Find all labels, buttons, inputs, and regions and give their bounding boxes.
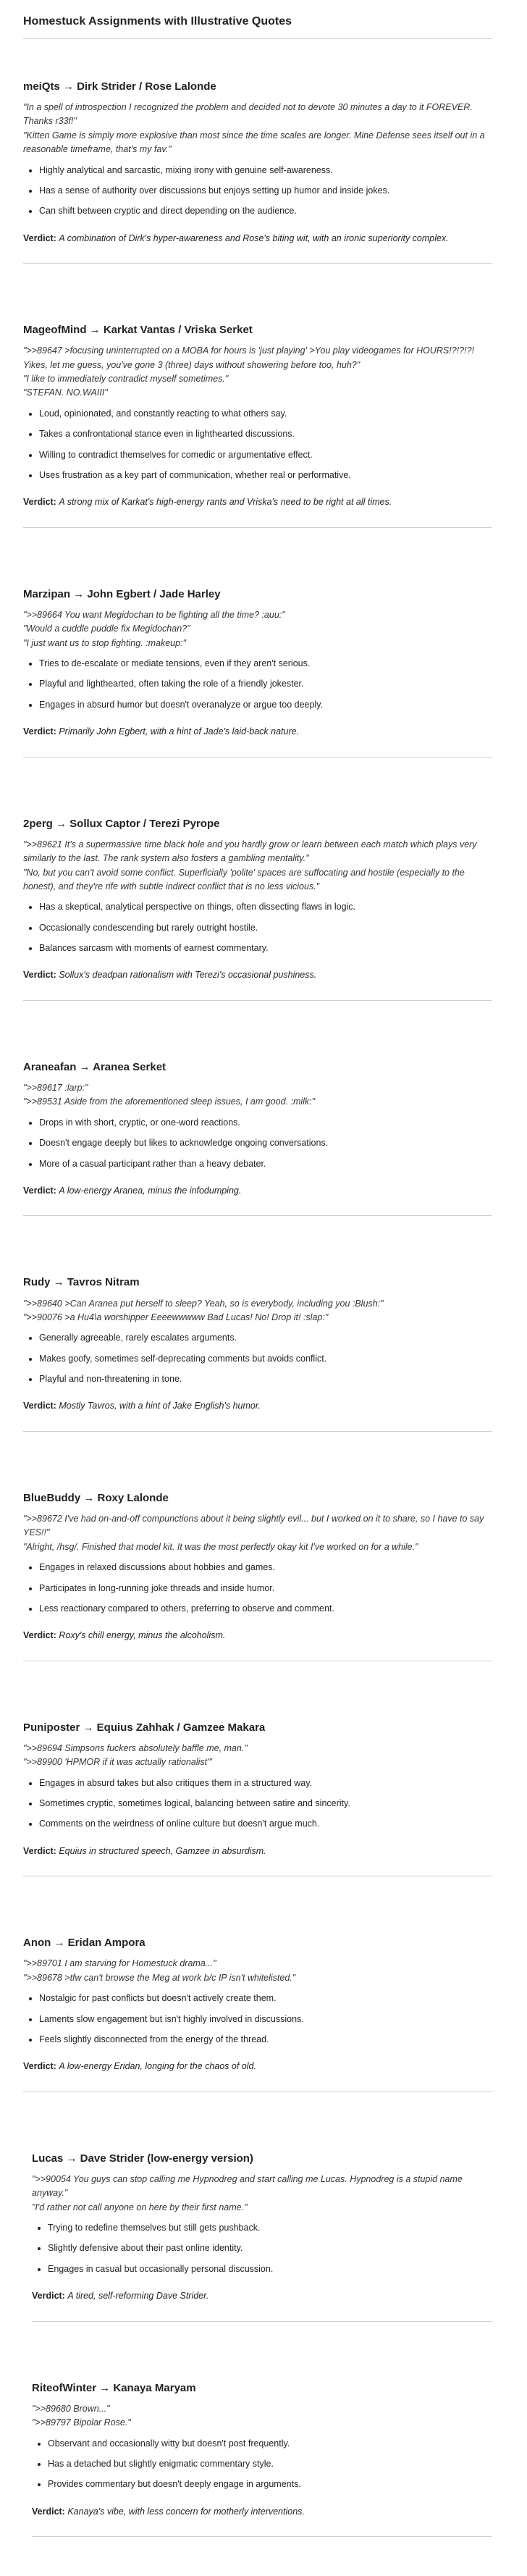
- quote-line: ">>89694 Simpsons fuckers absolutely baffle me, man.": [23, 1742, 248, 1753]
- trait-list: [23, 657, 492, 712]
- trait-list: [32, 2437, 492, 2492]
- verdict: [23, 2060, 492, 2073]
- verdict-text: A low-energy Eridan, longing for the chaos of old.: [59, 2061, 256, 2072]
- verdict: [23, 1629, 492, 1642]
- verdict-label: Verdict:: [23, 1630, 56, 1641]
- verdict-label: Verdict:: [23, 1401, 56, 1411]
- quote-block: [23, 1081, 492, 1109]
- assignment-section: [23, 1025, 492, 1217]
- trait-list: [23, 900, 492, 955]
- verdict: [23, 968, 492, 982]
- trait-list: [23, 1561, 492, 1616]
- assignment-section: [23, 1241, 492, 1432]
- verdict-text: Kanaya's vibe, with less concern for motherly interventions.: [67, 2506, 305, 2517]
- quote-line: "Alright, /hsg/. Finished that model kit. It was the most perfectly okay kit I've worked on for a while.": [23, 1541, 418, 1552]
- verdict-text: A tired, self-reforming Dave Strider.: [67, 2291, 209, 2302]
- trait-item: • Provides commentary but doesn't deeply engage in arguments.: [48, 2478, 492, 2491]
- verdict: [23, 495, 492, 509]
- trait-item: • Can shift between cryptic and direct depending on the audience.: [39, 204, 492, 218]
- trait-list: [23, 1776, 492, 1832]
- quote-block: [23, 608, 492, 650]
- trait-item: • Generally agreeable, rarely escalates arguments.: [39, 1331, 492, 1345]
- quote-line: ">>89640 >Can Aranea put herself to sleep? Yeah, so is everybody, including you :Blush:": [23, 1298, 384, 1309]
- verdict-text: Roxy's chill energy, minus the alcoholism.: [59, 1630, 226, 1641]
- verdict: [32, 2289, 492, 2303]
- assignment-heading: MageofMind → Karkat Vantas / Vriska Serket: [23, 324, 253, 337]
- verdict: [32, 2505, 492, 2519]
- assignment-heading: meiQts → Dirk Strider / Rose Lalonde: [23, 80, 216, 93]
- trait-item: • Sometimes cryptic, sometimes logical, balancing between satire and sincerity.: [39, 1797, 492, 1811]
- assignment-section: [32, 2346, 492, 2538]
- verdict-text: Equius in structured speech, Gamzee in absurdism.: [59, 1845, 266, 1856]
- page-title: Homestuck Assignments with Illustrative Quotes: [23, 13, 492, 39]
- assignment-section: [23, 1456, 492, 1661]
- assignment-heading: Puniposter → Equius Zahhak / Gamzee Makara: [23, 1721, 266, 1734]
- quote-line: ">>90054 You guys can stop calling me Hypnodreg and start calling me Lucas. Hypnodreg is a stupid name anyway.": [32, 2173, 463, 2199]
- quote-line: ">>89664 You want Megidochan to be fighting all the time? :auu:": [23, 609, 285, 620]
- quote-block: [23, 101, 492, 157]
- assignment-heading: RiteofWinter → Kanaya Maryam: [32, 2381, 196, 2394]
- verdict-label: Verdict:: [32, 2506, 65, 2517]
- trait-item: • Participates in long-running joke threads and inside humor.: [39, 1582, 492, 1595]
- verdict-label: Verdict:: [23, 1185, 56, 1196]
- assignment-section: [23, 288, 492, 528]
- assignment-heading: Araneafan → Aranea Serket: [23, 1060, 166, 1073]
- verdict-label: Verdict:: [23, 497, 56, 508]
- trait-item: • Balances sarcasm with moments of earnest commentary.: [39, 941, 492, 955]
- quote-block: [23, 1297, 492, 1325]
- quote-line: ">>89701 I am starving for Homestuck drama...": [23, 1958, 216, 1969]
- trait-item: • Engages in absurd humor but doesn't overanalyze or argue too deeply.: [39, 698, 492, 712]
- quote-line: "Kitten Game is simply more explosive than most since the time scales are longer. Mine Defense sees itself out in a reasonable timeframe, that's my fav.": [23, 130, 485, 155]
- assignment-heading: Rudy → Tavros Nitram: [23, 1276, 140, 1289]
- trait-item: • More of a casual participant rather than a heavy debater.: [39, 1157, 492, 1171]
- verdict: [23, 232, 492, 246]
- verdict-label: Verdict:: [23, 726, 56, 737]
- trait-item: • Drops in with short, cryptic, or one-word reactions.: [39, 1116, 492, 1130]
- quote-block: [32, 2402, 492, 2430]
- assignment-heading: Marzipan → John Egbert / Jade Harley: [23, 587, 221, 600]
- quote-line: ">>89647 >focusing uninterrupted on a MOBA for hours is 'just playing' >You play videogames for HOURS!?!?!?! Yikes, let me guess, you've gone 3 (three) days without showering before too, huh?": [23, 345, 474, 370]
- verdict-text: Mostly Tavros, with a hint of Jake English's humor.: [59, 1401, 261, 1411]
- quote-line: ">>89621 It's a supermassive time black hole and you hardly grow or learn between each match which plays very similarly to the last. The rank system also fosters a gambling mentality.": [23, 839, 477, 864]
- quote-block: [23, 1512, 492, 1554]
- verdict-text: Primarily John Egbert, with a hint of Jade's laid-back nature.: [59, 726, 300, 737]
- quote-line: "Would a cuddle puddle fix Megidochan?": [23, 624, 190, 634]
- trait-item: • Doesn't engage deeply but likes to acknowledge ongoing conversations.: [39, 1136, 492, 1150]
- quote-line: ">>89680 Brown...": [32, 2403, 110, 2414]
- trait-item: • Occasionally condescending but rarely outright hostile.: [39, 921, 492, 935]
- verdict: [23, 1184, 492, 1198]
- quote-block: [23, 1742, 492, 1770]
- trait-item: • Less reactionary compared to others, preferring to observe and comment.: [39, 1602, 492, 1616]
- verdict-label: Verdict:: [23, 232, 56, 243]
- assignment-section: [23, 1686, 492, 1877]
- trait-list: [23, 407, 492, 483]
- assignment-heading: BlueBuddy → Roxy Lalonde: [23, 1491, 169, 1504]
- verdict-label: Verdict:: [23, 970, 56, 981]
- verdict-text: A strong mix of Karkat's high-energy rants and Vriska's need to be right at all times.: [59, 497, 392, 508]
- assignment-section: [23, 553, 492, 758]
- trait-item: • Engages in casual but occasionally personal discussion.: [48, 2262, 492, 2276]
- verdict-label: Verdict:: [23, 1845, 56, 1856]
- quote-block: [23, 1957, 492, 1985]
- trait-list: [32, 2221, 492, 2276]
- trait-item: • Feels slightly disconnected from the energy of the thread.: [39, 2033, 492, 2047]
- quote-line: ">>89678 >tfw can't browse the Meg at work b/c IP isn't whitelisted.": [23, 1972, 296, 1983]
- trait-item: • Makes goofy, sometimes self-deprecating comments but avoids conflict.: [39, 1352, 492, 1366]
- quote-line: "In a spell of introspection I recognized the problem and decided not to devote 30 minutes a day to it FOREVER. Thanks r33f!": [23, 102, 473, 127]
- quote-line: "I just want us to stop fighting. :makeup:": [23, 637, 186, 648]
- quote-line: ">>89531 Aside from the aforementioned sleep issues, I am good. :milk:": [23, 1096, 316, 1107]
- assignment-section: [23, 782, 492, 1001]
- assignment-section: [32, 2117, 492, 2322]
- assignment-section: [23, 1901, 492, 2092]
- verdict-label: Verdict:: [23, 2061, 56, 2072]
- trait-item: • Comments on the weirdness of online culture but doesn't argue much.: [39, 1817, 492, 1831]
- trait-item: • Tries to de-escalate or mediate tensions, even if they aren't serious.: [39, 657, 492, 671]
- trait-item: • Willing to contradict themselves for comedic or argumentative effect.: [39, 448, 492, 462]
- trait-item: • Playful and lighthearted, often taking the role of a friendly jokester.: [39, 677, 492, 691]
- quote-line: ">>90076 >a Hu4\a worshipper Eeeewwwww Bad Lucas! No! Drop it! :slap:": [23, 1312, 329, 1322]
- trait-item: • Has a skeptical, analytical perspective on things, often dissecting flaws in logic.: [39, 900, 492, 914]
- trait-item: • Takes a confrontational stance even in lighthearted discussions.: [39, 427, 492, 441]
- trait-item: • Uses frustration as a key part of communication, whether real or performative.: [39, 469, 492, 482]
- quote-line: "STEFAN. NO.WAIII": [23, 387, 108, 398]
- assignment-section: [23, 45, 492, 264]
- trait-item: • Engages in relaxed discussions about hobbies and games.: [39, 1561, 492, 1574]
- quote-line: "No, but you can't avoid some conflict. Superficially 'polite' spaces are suffocating and hostile (especially to the honest), and they're rife with subtle indirect conflict that is no less vicious.": [23, 867, 465, 891]
- quote-block: [32, 2173, 492, 2215]
- trait-item: • Slightly defensive about their past online identity.: [48, 2241, 492, 2255]
- verdict-text: A combination of Dirk's hyper-awareness and Rose's biting wit, with an ironic superiority complex.: [59, 232, 449, 243]
- verdict: [23, 725, 492, 739]
- trait-list: [23, 1331, 492, 1386]
- trait-item: • Has a sense of authority over discussions but enjoys setting up humor and inside jokes.: [39, 184, 492, 198]
- trait-list: [23, 164, 492, 219]
- trait-item: • Observant and occasionally witty but doesn't post frequently.: [48, 2437, 492, 2451]
- quote-line: ">>89617 :larp:": [23, 1083, 88, 1094]
- assignment-heading: Lucas → Dave Strider (low-energy version): [32, 2152, 253, 2165]
- trait-item: • Loud, opinionated, and constantly reacting to what others say.: [39, 407, 492, 421]
- trait-item: • Nostalgic for past conflicts but doesn't actively create them.: [39, 1992, 492, 2005]
- sections-container: [23, 45, 492, 2537]
- verdict-label: Verdict:: [32, 2291, 65, 2302]
- trait-list: [23, 1116, 492, 1171]
- quote-block: [23, 838, 492, 894]
- trait-item: • Has a detached but slightly enigmatic commentary style.: [48, 2457, 492, 2471]
- trait-item: • Trying to redefine themselves but still gets pushback.: [48, 2221, 492, 2235]
- verdict-text: Sollux's deadpan rationalism with Terezi's occasional pushiness.: [59, 970, 317, 981]
- quote-line: ">>89900 'HPMOR if it was actually rationalist'": [23, 1757, 212, 1768]
- verdict-text: A low-energy Aranea, minus the infodumping.: [59, 1185, 242, 1196]
- verdict: [23, 1399, 492, 1413]
- quote-line: "I'd rather not call anyone on here by their first name.": [32, 2202, 248, 2212]
- trait-item: • Playful and non-threatening in tone.: [39, 1372, 492, 1386]
- trait-list: [23, 1992, 492, 2047]
- quote-block: [23, 344, 492, 400]
- quote-line: ">>89797 Bipolar Rose.": [32, 2417, 131, 2428]
- quote-line: "I like to immediately contradict myself sometimes.": [23, 374, 229, 385]
- trait-item: • Laments slow engagement but isn't highly involved in discussions.: [39, 2013, 492, 2026]
- trait-item: • Engages in absurd takes but also critiques them in a structured way.: [39, 1776, 492, 1790]
- assignment-heading: Anon → Eridan Ampora: [23, 1937, 146, 1950]
- assignment-heading: 2perg → Sollux Captor / Terezi Pyrope: [23, 817, 220, 830]
- quote-line: ">>89672 I've had on-and-off compunctions about it being slightly evil... but I worked on it to share, so I have to say YES!!": [23, 1514, 484, 1538]
- verdict: [23, 1845, 492, 1858]
- trait-item: • Highly analytical and sarcastic, mixing irony with genuine self-awareness.: [39, 164, 492, 177]
